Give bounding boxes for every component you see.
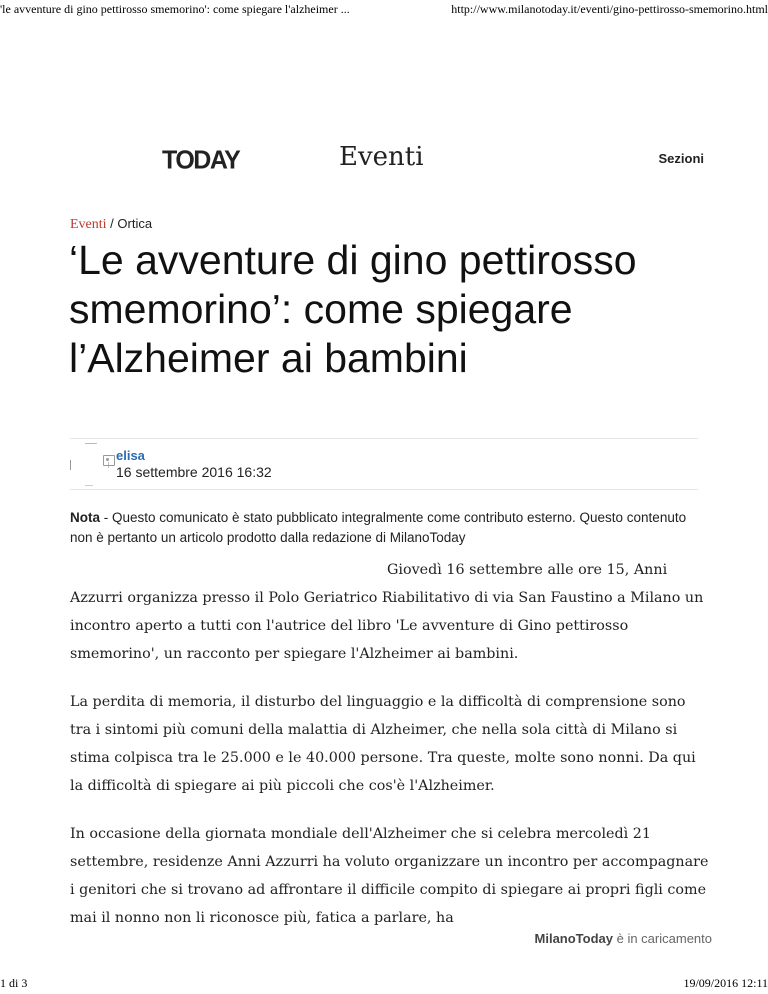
author-box [70,438,698,490]
loading-badge [535,931,712,946]
article-paragraph: Giovedì 16 settembre alle ore 15, Anni Azzurri organizza presso il Polo Geriatrico Riabilitativo di via San Faustino a Milano un incontro aperto a tutti con l'autrice del libro 'Le avventure di Gino pettirosso smemorino', un racconto per spiegare l'Alzheimer ai bambini. [70,562,704,662]
broken-image-icon [103,455,115,466]
breadcrumb-link-eventi[interactable]: Eventi [70,217,107,232]
site-logo[interactable]: TODAY [162,145,240,175]
sections-menu-button[interactable]: Sezioni [658,151,704,166]
breadcrumb-current[interactable]: Ortica [117,216,153,231]
print-page-url: http://www.milanotoday.it/eventi/gino-pettirosso-smemorino.html [451,2,768,16]
note-label: Nota [70,510,100,525]
print-footer [0,974,768,994]
print-header [0,0,768,22]
article-paragraph: In occasione della giornata mondiale dell'Alzheimer che si celebra mercoledì 21 settembre, residenze Anni Azzurri ha voluto organizzare un incontro per accompagnare i genitori che si trovano ad affrontare il difficile compito di spiegare ai propri figli come mai il nonno non li riconosce più, fatica a parlare, ha [70,826,709,926]
avatar [70,443,110,483]
breadcrumb-separator: / [106,216,118,231]
breadcrumb [70,216,152,233]
loading-brand: MilanoToday [534,931,613,946]
note-text: - Questo comunicato è stato pubblicato integralmente come contributo esterno. Questo contenuto non è pertanto un articolo prodotto dalla redazione di MilanoToday [70,510,687,545]
avatar-frame-left [70,460,71,470]
article-paragraph: La perdita di memoria, il disturbo del linguaggio e la difficoltà di comprensione sono tra i sintomi più comuni della malattia di Alzheimer, che nella sola città di Milano si stima colpisca tra le 25.000 e le 40.000 persone. Tra queste, molte sono nonni. Da qui la difficoltà di spiegare ai più piccoli che cos'è l'Alzheimer. [70,694,696,794]
publish-date: 16 settembre 2016 16:32 [116,464,272,480]
disclaimer-note [70,508,710,548]
loading-text: è in caricamento [613,931,712,946]
print-page-number: 1 di 3 [0,976,28,990]
avatar-frame-top [85,443,97,444]
author-name[interactable]: elisa [116,448,145,463]
section-title: Eventi [339,142,424,172]
print-page-title: 'le avventure di gino pettirosso smemorino': come spiegare l'alzheimer ... [0,2,350,16]
article-title: ‘Le avventure di gino pettirosso smemorino’: come spiegare l’Alzheimer ai bambini [69,237,637,381]
article-body [70,556,710,952]
avatar-frame-bottom [85,485,93,486]
site-header [0,140,768,180]
print-datetime: 19/09/2016 12:11 [683,976,768,990]
